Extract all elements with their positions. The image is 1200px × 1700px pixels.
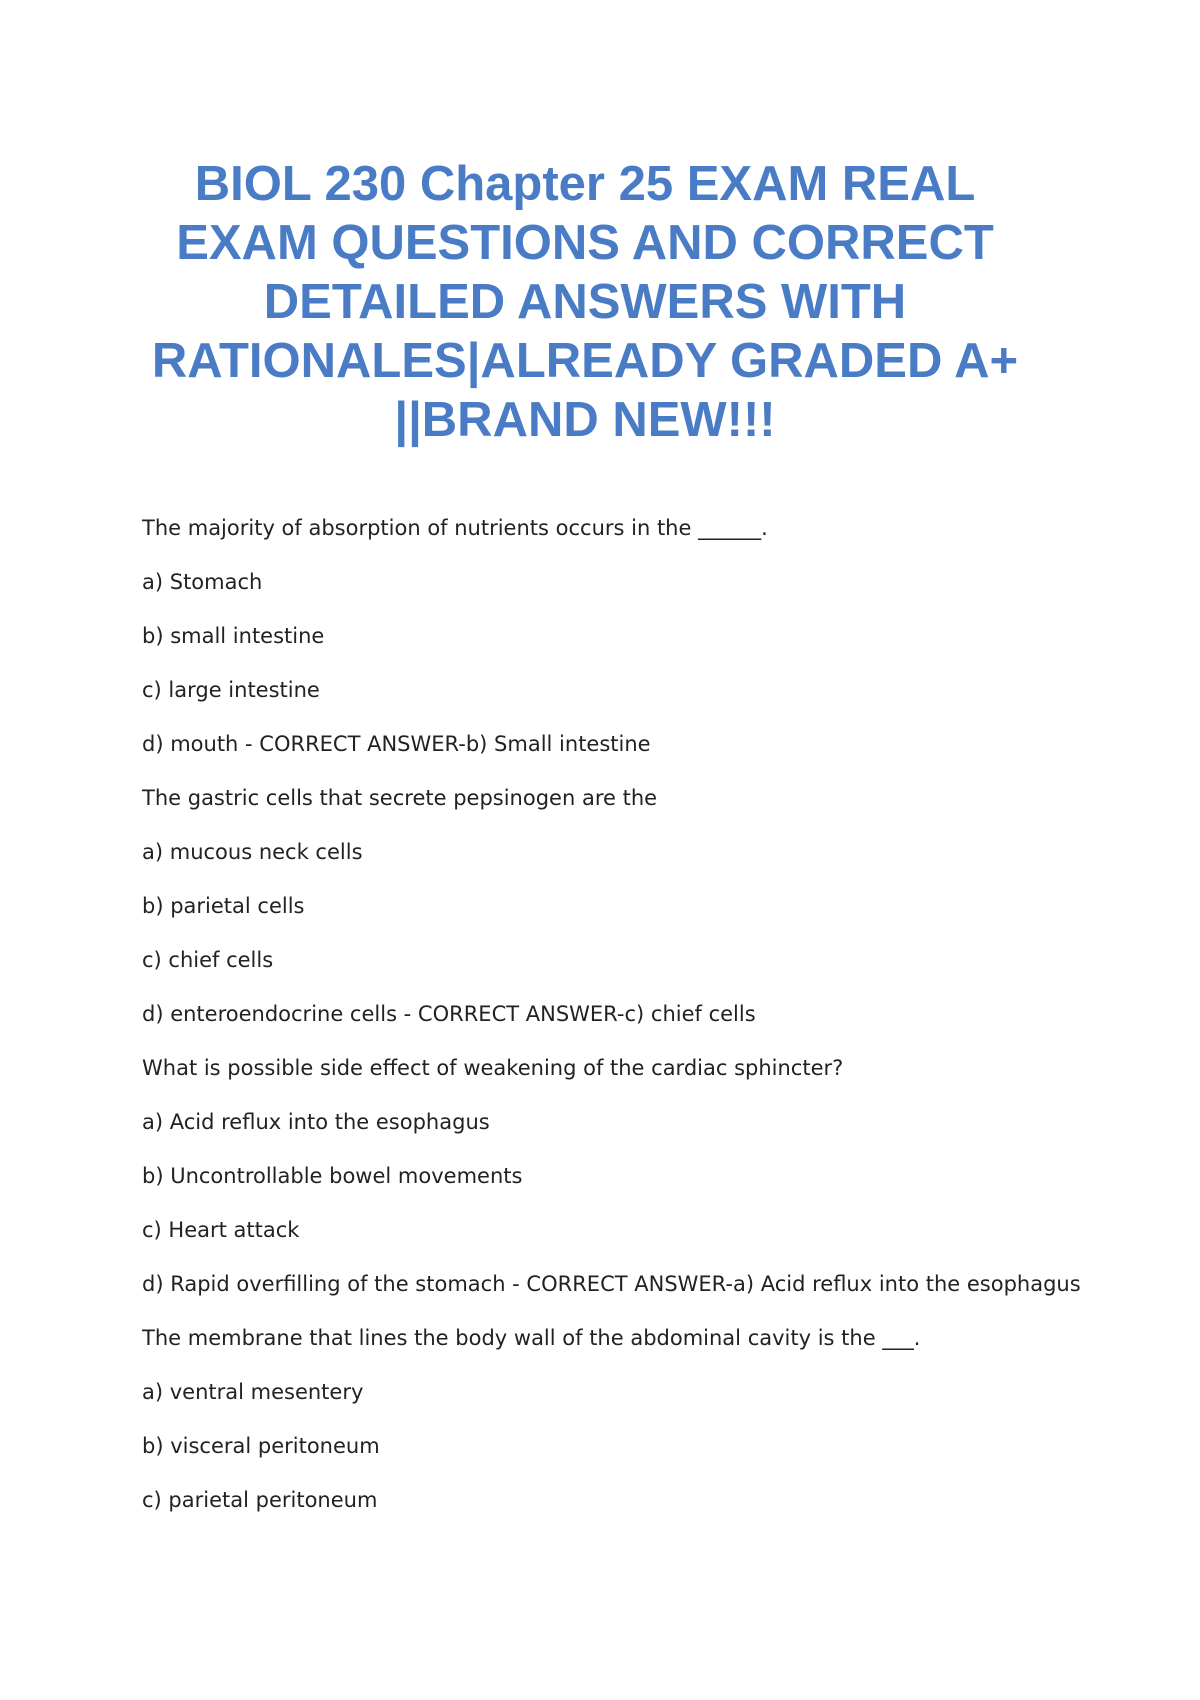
answer-option: c) Heart attack	[142, 1218, 300, 1242]
answer-option: a) Stomach	[142, 570, 263, 594]
question-text: The majority of absorption of nutrients occurs in the ______.	[142, 516, 768, 540]
question-text: The membrane that lines the body wall of the abdominal cavity is the ___.	[142, 1326, 921, 1350]
title-line: ||BRAND NEW!!!	[394, 393, 776, 447]
answer-option: c) parietal peritoneum	[142, 1488, 378, 1512]
answer-option: a) Acid reflux into the esophagus	[142, 1110, 490, 1134]
answer-option: c) chief cells	[142, 948, 274, 972]
title-line: BIOL 230 Chapter 25 EXAM REAL	[194, 157, 976, 211]
title-line: DETAILED ANSWERS WITH	[263, 275, 907, 329]
answer-option: b) small intestine	[142, 624, 325, 648]
question-text: What is possible side effect of weakening of the cardiac sphincter?	[142, 1056, 844, 1080]
document-title	[140, 155, 1030, 450]
title-line: EXAM QUESTIONS AND CORRECT	[176, 216, 994, 270]
answer-option: b) Uncontrollable bowel movements	[142, 1164, 523, 1188]
answer-option: b) parietal cells	[142, 894, 305, 918]
answer-option-with-correct-answer: d) enteroendocrine cells - CORRECT ANSWER-c) chief cells	[142, 1002, 756, 1026]
answer-option: c) large intestine	[142, 678, 320, 702]
question-text: The gastric cells that secrete pepsinogen are the	[142, 786, 658, 810]
answer-option: b) visceral peritoneum	[142, 1434, 380, 1458]
answer-option: a) mucous neck cells	[142, 840, 363, 864]
answer-option: a) ventral mesentery	[142, 1380, 364, 1404]
answer-option-with-correct-answer: d) Rapid overfilling of the stomach - CORRECT ANSWER-a) Acid reflux into the esophagus	[142, 1272, 1081, 1296]
answer-option-with-correct-answer: d) mouth - CORRECT ANSWER-b) Small intestine	[142, 732, 651, 756]
question-answer-list	[142, 513, 1081, 1539]
title-line: RATIONALES|ALREADY GRADED A+	[151, 334, 1019, 388]
